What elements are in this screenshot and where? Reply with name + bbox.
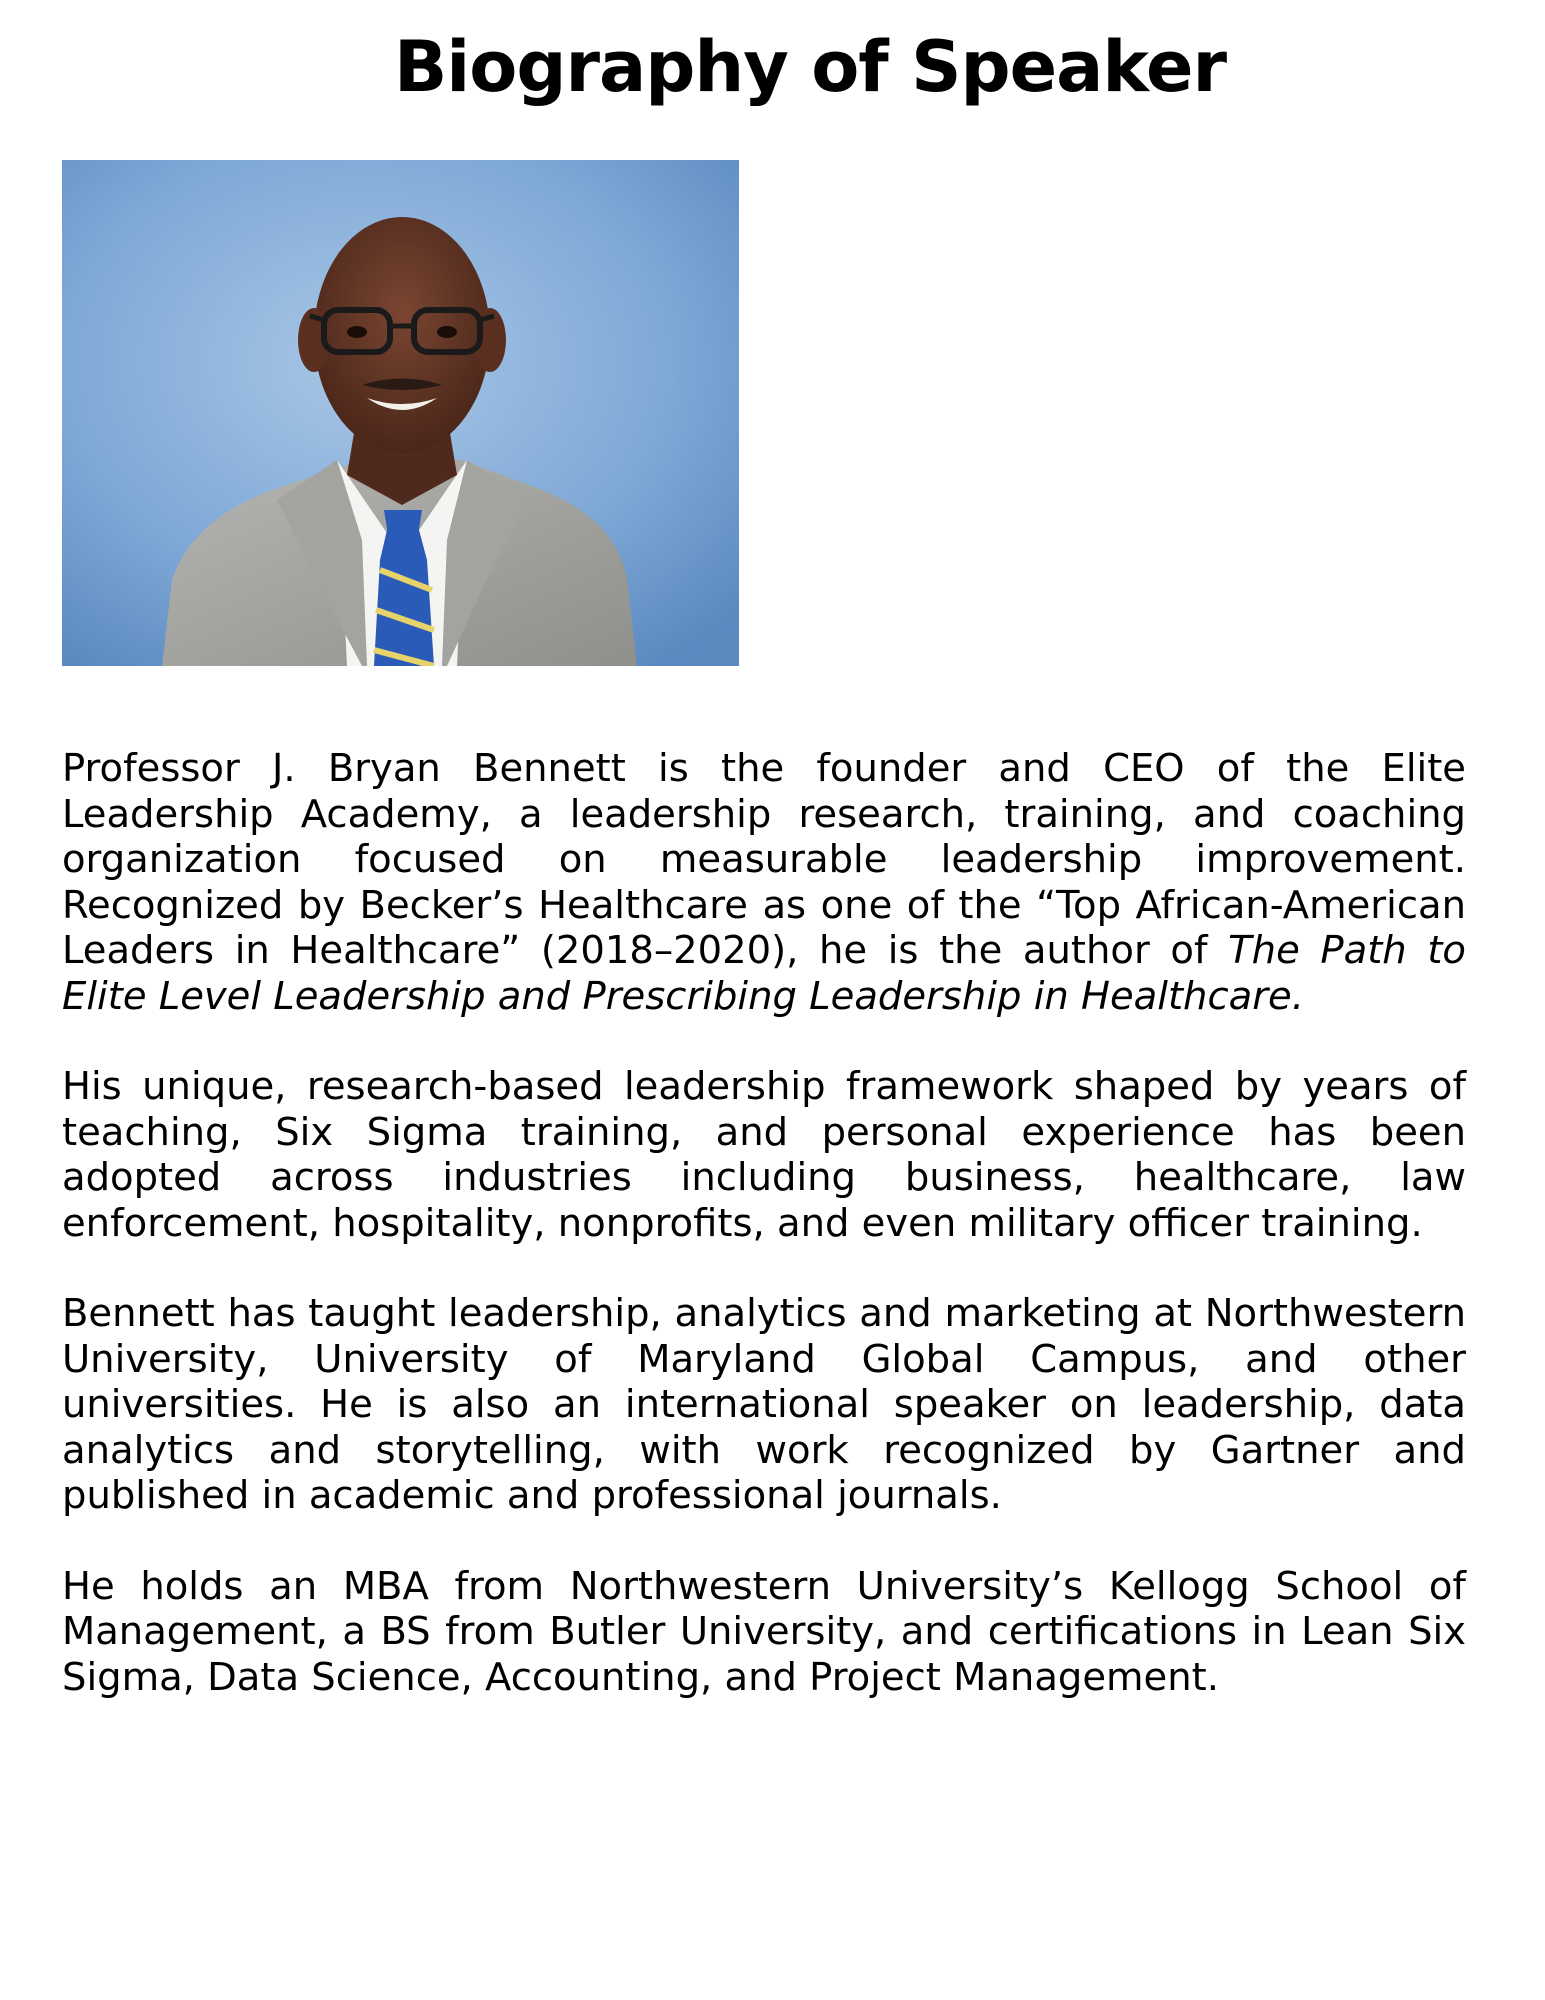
book-title-2: Prescribing Leadership in Healthcare. bbox=[582, 973, 1304, 1019]
speaker-portrait-image bbox=[62, 160, 739, 666]
bio-paragraph-1-text: Professor J. Bryan Bennett is the founder and CEO of the Elite Leadership Academy, a leadership research, training, and coaching organization focused on measurable leadership improvement. Recognized by Becker’s Healthcare as one of the “Top African-American Leaders in Healthcare” (2018–2020), he is the author of bbox=[62, 746, 1466, 973]
bio-paragraph-1 bbox=[62, 746, 1466, 1019]
book-title-1: The Path to Elite Level Leadership bbox=[62, 928, 1466, 1019]
bio-paragraph-2: His unique, research-based leadership framework shaped by years of teaching, Six Sigma training, and personal experience has been adopted across industries including business, healthcare, law enforcement, hospitality, nonprofits, and even military officer training. bbox=[62, 1064, 1466, 1246]
biography-text bbox=[62, 746, 1466, 1745]
bio-paragraph-1-and: and bbox=[485, 973, 583, 1019]
page-title: Biography of Speaker bbox=[393, 26, 1227, 108]
bio-paragraph-4: He holds an MBA from Northwestern University’s Kellogg School of Management, a BS from Butler University, and certifications in Lean Six Sigma, Data Science, Accounting, and Project Management. bbox=[62, 1563, 1466, 1700]
bio-paragraph-3: Bennett has taught leadership, analytics and marketing at Northwestern University, University of Maryland Global Campus, and other universities. He is also an international speaker on leadership, data analytics and storytelling, with work recognized by Gartner and published in academic and professional journals. bbox=[62, 1291, 1466, 1518]
speaker-photo bbox=[62, 160, 739, 666]
